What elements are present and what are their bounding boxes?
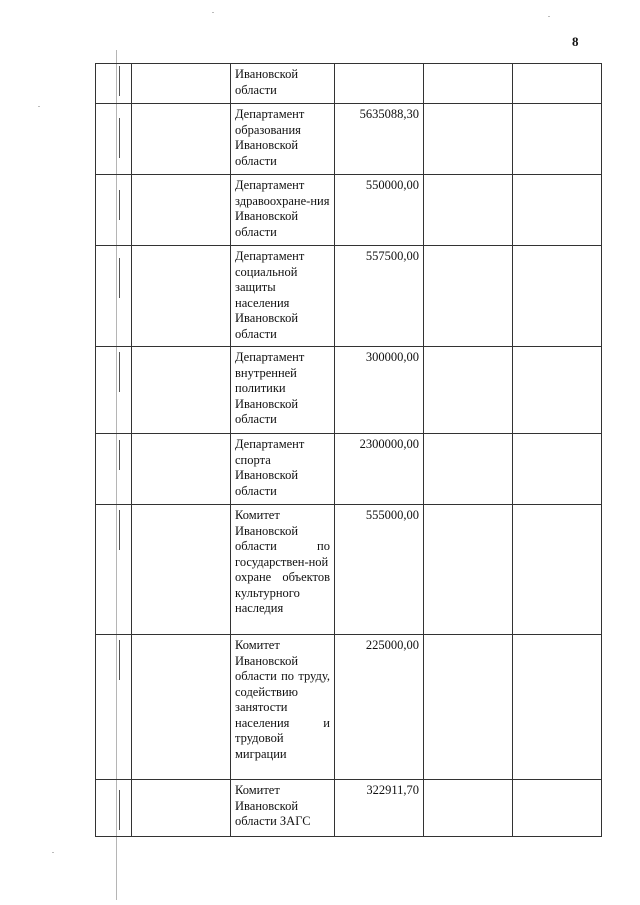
row-name-cell <box>132 434 231 505</box>
organization-cell: Департамент здравоохране-ния Ивановской области <box>231 175 335 246</box>
amount-cell: 225000,00 <box>335 635 424 780</box>
amount-cell: 557500,00 <box>335 246 424 347</box>
table-row <box>96 434 602 505</box>
row-number-cell <box>96 780 132 837</box>
empty-cell <box>513 434 602 505</box>
empty-cell <box>513 64 602 104</box>
organization-cell: Департамент социальной защиты населения Ивановской области <box>231 246 335 347</box>
row-name-cell <box>132 347 231 434</box>
amount-cell <box>335 64 424 104</box>
empty-cell <box>513 175 602 246</box>
row-name-cell <box>132 246 231 347</box>
amount-cell: 322911,70 <box>335 780 424 837</box>
empty-cell <box>424 635 513 780</box>
amount-cell: 555000,00 <box>335 505 424 635</box>
empty-cell <box>424 104 513 175</box>
empty-cell <box>424 434 513 505</box>
amount-cell: 5635088,30 <box>335 104 424 175</box>
empty-cell <box>424 347 513 434</box>
empty-cell <box>424 175 513 246</box>
table-row <box>96 635 602 780</box>
row-number-cell <box>96 347 132 434</box>
row-number-cell <box>96 434 132 505</box>
page-number: 8 <box>572 34 579 49</box>
row-name-cell <box>132 780 231 837</box>
row-number-cell <box>96 246 132 347</box>
row-name-cell <box>132 505 231 635</box>
row-number-cell <box>96 505 132 635</box>
empty-cell <box>513 505 602 635</box>
table-row <box>96 780 602 837</box>
row-name-cell <box>132 64 231 104</box>
empty-cell <box>513 635 602 780</box>
row-name-cell <box>132 104 231 175</box>
table-row <box>96 64 602 104</box>
organization-cell: Ивановской области <box>231 64 335 104</box>
table-row <box>96 104 602 175</box>
empty-cell <box>513 104 602 175</box>
organization-cell: Комитет Ивановской области ЗАГС <box>231 780 335 837</box>
scan-speck <box>52 852 54 853</box>
scan-speck <box>212 12 214 13</box>
scan-speck <box>548 16 550 17</box>
table-row <box>96 246 602 347</box>
table-row <box>96 347 602 434</box>
row-number-cell <box>96 104 132 175</box>
table-row <box>96 175 602 246</box>
empty-cell <box>424 246 513 347</box>
empty-cell <box>424 505 513 635</box>
row-number-cell <box>96 635 132 780</box>
scan-speck <box>38 106 40 107</box>
amount-cell: 300000,00 <box>335 347 424 434</box>
empty-cell <box>513 246 602 347</box>
organization-cell: Комитет Ивановской области по государствен-ной охране объектов культурного наследия <box>231 505 335 635</box>
row-name-cell <box>132 635 231 780</box>
amount-cell: 550000,00 <box>335 175 424 246</box>
organization-cell: Департамент внутренней политики Ивановской области <box>231 347 335 434</box>
organization-cell: Комитет Ивановской области по труду, содействию занятости населения и трудовой миграции <box>231 635 335 780</box>
empty-cell <box>513 347 602 434</box>
amount-cell: 2300000,00 <box>335 434 424 505</box>
empty-cell <box>513 780 602 837</box>
table-row <box>96 505 602 635</box>
row-number-cell <box>96 175 132 246</box>
row-name-cell <box>132 175 231 246</box>
empty-cell <box>424 780 513 837</box>
budget-table <box>95 63 602 837</box>
row-number-cell <box>96 64 132 104</box>
organization-cell: Департамент образования Ивановской области <box>231 104 335 175</box>
empty-cell <box>424 64 513 104</box>
organization-cell: Департамент спорта Ивановской области <box>231 434 335 505</box>
